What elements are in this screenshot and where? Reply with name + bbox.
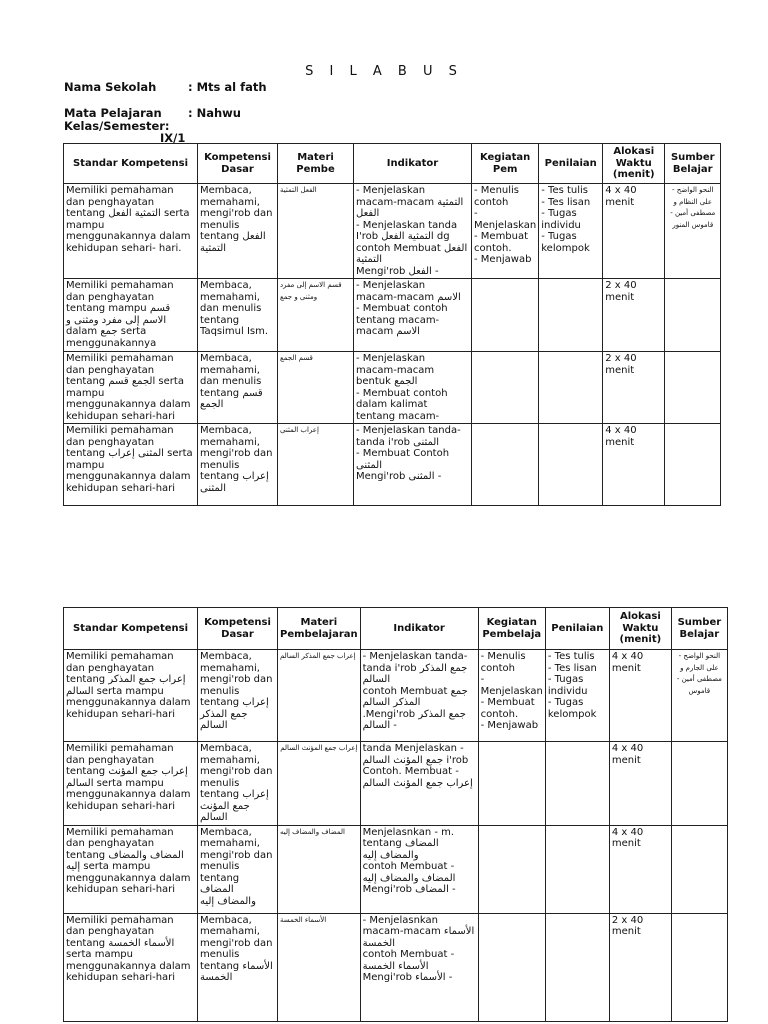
table-cell: Memiliki pemahaman dan penghayatan tentang إعراب جمع المذكر السالم serta mampu menggunakannya dalam kehidupan sehari-hari: [64, 650, 198, 742]
table-header-row: [64, 144, 721, 184]
table-cell: Memiliki pemahaman dan penghayatan tentang الأسماء الخمسة serta mampu menggunakannya dalam kehidupan sehari-hari: [64, 913, 198, 1021]
header-cell: Kegiatan Pem: [472, 144, 539, 184]
table-cell: - Menjelaskan tanda-tanda i'rob المثنى - Membuat Contoh المثنى Mengi'rob المثنى -: [354, 424, 472, 506]
school-label: Nama Sekolah: [64, 80, 157, 94]
class-value: IX/1: [160, 131, 186, 145]
table-cell: - النحو الواضح على النظام و مصطفى أمين - قاموس المنور: [665, 184, 721, 279]
table-row: [64, 742, 728, 826]
table-cell: إعراب المثنى: [278, 424, 354, 506]
table-cell: 4 x 40 menit: [603, 424, 665, 506]
table-cell: Membaca, memahami, dan menulis tentang Taqsimul Ism.: [198, 279, 278, 352]
subject-label: Mata Pelajaran: [64, 106, 162, 120]
table-cell: - Menjelasnkan macam-macam الأسماء الخمسة contoh Membuat - الأسماء الخمسة Mengi'rob الأسماء -: [360, 913, 478, 1021]
table-cell: - Menjelaskan macam-macam bentuk الجمع - Membuat contoh dalam kalimat tentang macam-: [354, 352, 472, 424]
table-cell: - Menulis contoh - Menjelaskan - Membuat contoh. - Menjawab: [478, 650, 545, 742]
table-cell: [472, 424, 539, 506]
subject-line: [64, 106, 241, 120]
table-cell: 2 x 40 menit: [603, 279, 665, 352]
table-cell: [545, 825, 609, 913]
table-cell: إعراب جمع المذكر السالم: [278, 650, 361, 742]
header-cell: Alokasi Waktu (menit): [609, 608, 671, 650]
table-cell: - النحو الواضح على الجارم و مصطفى أمين - قاموس: [671, 650, 727, 742]
syllabus-table-1: [63, 143, 721, 506]
table-cell: [665, 424, 721, 506]
table-cell: Memiliki pemahaman dan penghayatan tentang التمثية الفعل serta mampu menggunakannya dalam kehidupan sehari- hari.: [64, 184, 198, 279]
header-cell: Indikator: [354, 144, 472, 184]
table-cell: Membaca, memahami, dan menulis tentang قسم الجمع: [198, 352, 278, 424]
table-cell: - Menulis contoh - Menjelaskan - Membuat contoh. - Menjawab: [472, 184, 539, 279]
table-cell: الأسماء الخمسة: [278, 913, 361, 1021]
table-cell: 2 x 40 menit: [603, 352, 665, 424]
table-row: [64, 650, 728, 742]
class-label: Kelas/Semester:: [64, 119, 170, 133]
table-cell: [539, 352, 603, 424]
page-title: S I L A B U S: [305, 64, 463, 79]
table-row: [64, 825, 728, 913]
header-cell: Standar Kompetensi: [64, 608, 198, 650]
header-cell: Sumber Belajar: [665, 144, 721, 184]
header-cell: Indikator: [360, 608, 478, 650]
table-cell: [478, 825, 545, 913]
table-cell: قسم الجمع: [278, 352, 354, 424]
subject-value: : Nahwu: [188, 106, 241, 120]
table-cell: 4 x 40 menit: [609, 825, 671, 913]
table-cell: Memiliki pemahaman dan penghayatan tentang المضاف والمضاف إليه serta mampu menggunakannya dalam kehidupan sehari-hari: [64, 825, 198, 913]
table-cell: - Menjelaskan tanda-tanda i'rob جمع المذكر السالم contoh Membuat جمع المذكر السالم .Mengi'rob جمع المذكر السالم -: [360, 650, 478, 742]
table-cell: [539, 279, 603, 352]
table-cell: 4 x 40 menit: [609, 650, 671, 742]
table-row: [64, 279, 721, 352]
syllabus-table-2: [63, 607, 728, 1022]
table-cell: Membaca, memahami, mengi'rob dan menulis tentang إعراب المثنى: [198, 424, 278, 506]
header-cell: Alokasi Waktu (menit): [603, 144, 665, 184]
table-cell: - Tes tulis - Tes lisan - Tugas individu - Tugas kelompok: [545, 650, 609, 742]
table-cell: [539, 424, 603, 506]
table-cell: [671, 825, 727, 913]
header-cell: Materi Pembelajaran: [278, 608, 361, 650]
header-cell: Kompetensi Dasar: [198, 144, 278, 184]
table-cell: [472, 352, 539, 424]
table-cell: المضاف والمضاف إليه: [278, 825, 361, 913]
table-cell: [545, 742, 609, 826]
table-row: [64, 913, 728, 1021]
table-cell: Membaca, memahami, mengi'rob dan menulis tentang إعراب جمع المؤنث السالم: [198, 742, 278, 826]
table-cell: 2 x 40 menit: [609, 913, 671, 1021]
table-cell: قسم الاسم إلى مفرد ومثنى و جمع: [278, 279, 354, 352]
header-cell: Kompetensi Dasar: [198, 608, 278, 650]
table-cell: tanda Menjelaskan - جمع المؤنث السالم i'rob Contoh. Membuat - إعراب جمع المؤنث السالم: [360, 742, 478, 826]
header-cell: Materi Pembe: [278, 144, 354, 184]
table-cell: [665, 279, 721, 352]
table-cell: - Tes tulis - Tes lisan - Tugas individu - Tugas kelompok: [539, 184, 603, 279]
table-row: [64, 184, 721, 279]
table-cell: Memiliki pemahaman dan penghayatan tentang إعراب جمع المؤنث السالم serta mampu menggunakannya dalam kehidupan sehari-hari: [64, 742, 198, 826]
table-cell: [665, 352, 721, 424]
school-line: [64, 80, 267, 94]
table-cell: Memiliki pemahaman dan penghayatan tentang mampu قسم الاسم إلى مفرد ومثنى و dalam جمع serta menggunakannya: [64, 279, 198, 352]
table-cell: [545, 913, 609, 1021]
header-cell: Penilaian: [545, 608, 609, 650]
class-line: [64, 119, 170, 133]
table-cell: الفعل التمثية: [278, 184, 354, 279]
table-cell: - Menjelaskan macam-macam التمثية الفعل - Menjelaskan tanda I'rob التمثية الفعل dg contoh Membuat الفعل التمثية Mengi'rob الفعل -: [354, 184, 472, 279]
table-cell: Memiliki pemahaman dan penghayatan tentang الجمع قسم serta mampu menggunakannya dalam kehidupan sehari-hari: [64, 352, 198, 424]
table-cell: Membaca, memahami, mengi'rob dan menulis tentang الفعل التمثية: [198, 184, 278, 279]
table-cell: [478, 742, 545, 826]
table-cell: Membaca, memahami, mengi'rob dan menulis tentang المضاف والمضاف إليه: [198, 825, 278, 913]
header-cell: Standar Kompetensi: [64, 144, 198, 184]
table-cell: Memiliki pemahaman dan penghayatan tentang المثنى إعراب serta mampu menggunakannya dalam kehidupan sehari-hari: [64, 424, 198, 506]
table-header-row: [64, 608, 728, 650]
header-cell: Penilaian: [539, 144, 603, 184]
table-row: [64, 424, 721, 506]
table-cell: [671, 742, 727, 826]
table-row: [64, 352, 721, 424]
table-cell: [478, 913, 545, 1021]
table-cell: Menjelasnkan - m. tentang المضاف والمضاف إليه contoh Membuat - المضاف والمضاف إليه Mengi'rob المضاف -: [360, 825, 478, 913]
table-cell: [671, 913, 727, 1021]
table-cell: [472, 279, 539, 352]
header-cell: Sumber Belajar: [671, 608, 727, 650]
table-cell: إعراب جمع المؤنث السالم: [278, 742, 361, 826]
school-value: : Mts al fath: [188, 80, 267, 94]
header-cell: Kegiatan Pembelaja: [478, 608, 545, 650]
table-cell: - Menjelaskan macam-macam الاسم - Membuat contoh tentang macam-macam الاسم: [354, 279, 472, 352]
table-cell: Membaca, memahami, mengi'rob dan menulis tentang الأسماء الخمسة: [198, 913, 278, 1021]
table-cell: 4 x 40 menit: [609, 742, 671, 826]
table-cell: Membaca, memahami, mengi'rob dan menulis tentang إعراب جمع المذكر السالم: [198, 650, 278, 742]
table-cell: 4 x 40 menit: [603, 184, 665, 279]
